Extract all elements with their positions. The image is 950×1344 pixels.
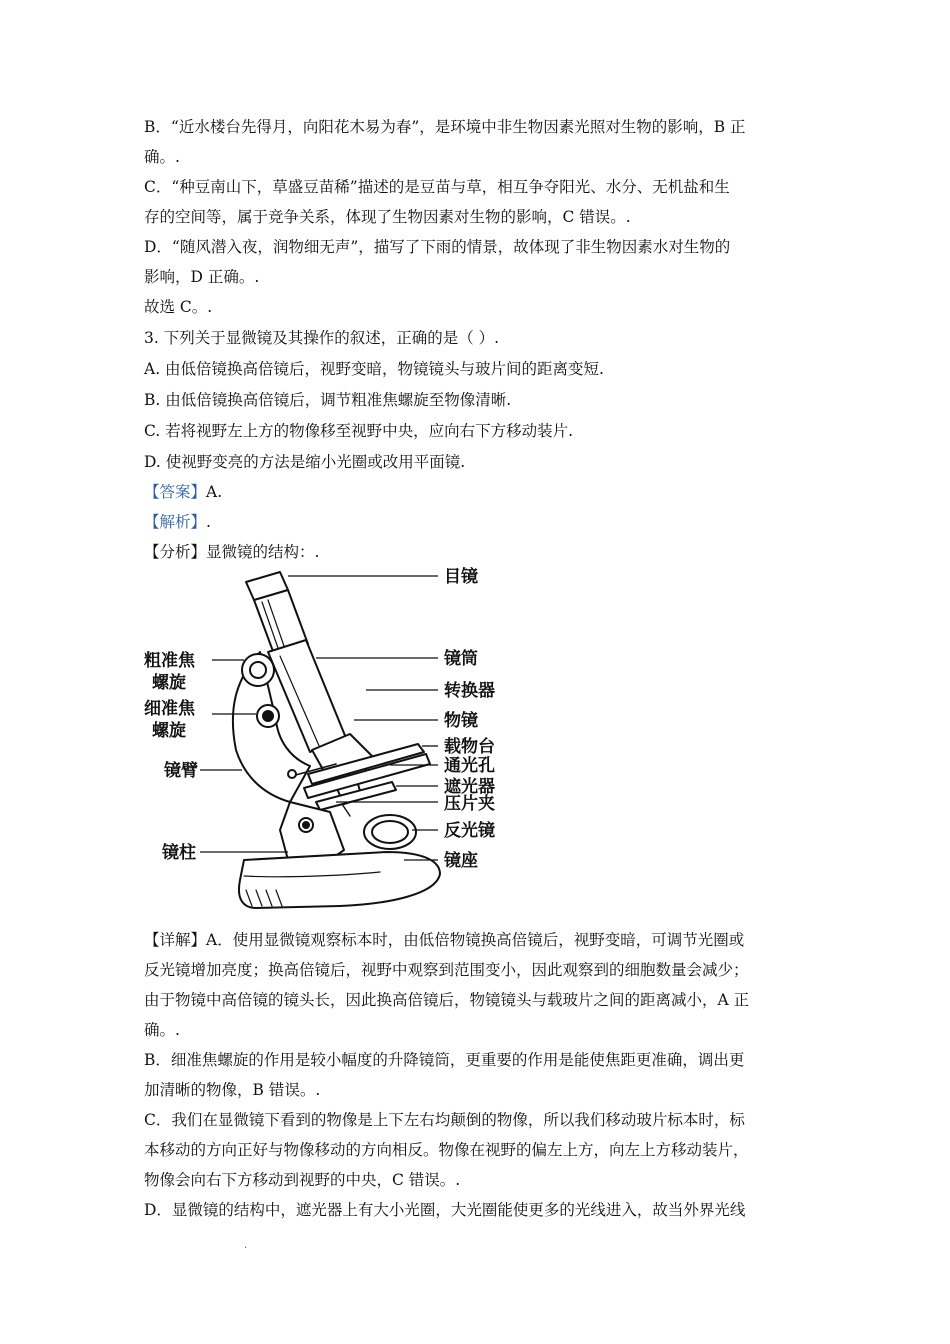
detail-line: 反光镜增加亮度；换高倍镜后，视野中观察到范围变小，因此观察到的细胞数量会减少；: [144, 961, 749, 979]
text-line: 确。.: [144, 148, 180, 166]
answer-line: [144, 482, 222, 502]
label-objective: 物镜: [444, 711, 478, 731]
detail-line: 加清晰的物像，B 错误。.: [144, 1081, 321, 1099]
label-aperture: 通光孔: [444, 756, 495, 776]
text-line: D．“随风潜入夜，润物细无声”，描写了下雨的情景，故体现了非生物因素水对生物的: [144, 238, 731, 256]
option-d: D. 使视野变亮的方法是缩小光圈或改用平面镜.: [144, 453, 466, 471]
pillar-shape: [280, 802, 344, 860]
label-coarse-line2: 螺旋: [152, 673, 186, 693]
footer-mark: .: [244, 1240, 248, 1251]
detail-line: B．细准焦螺旋的作用是较小幅度的升降镜筒，更重要的作用是能使焦距更准确，调出更: [144, 1051, 745, 1069]
label-pillar: 镜柱: [162, 843, 196, 863]
option-b: B. 由低倍镜换高倍镜后，调节粗准焦螺旋至物像清晰.: [144, 391, 512, 409]
analysis-tail: .: [206, 513, 211, 531]
structure-intro: 【分析】显微镜的结构：.: [144, 543, 320, 561]
label-eyepiece: 目镜: [444, 567, 478, 587]
text-line: C．“种豆南山下，草盛豆苗稀”描述的是豆苗与草，相互争夺阳光、水分、无机盐和生: [144, 178, 730, 196]
label-base: 镜座: [444, 851, 478, 871]
label-mirror: 反光镜: [444, 821, 495, 841]
label-tube: 镜筒: [444, 649, 478, 669]
label-fine-line1: 细准焦: [144, 699, 195, 719]
detail-line: 【详解】A．使用显微镜观察标本时，由低倍物镜换高倍镜后，视野变暗，可调节光圈或: [144, 931, 745, 949]
label-stage: 载物台: [444, 737, 495, 757]
question-title: 3. 下列关于显微镜及其操作的叙述，正确的是（ ）.: [144, 329, 500, 347]
text-line: 存的空间等，属于竞争关系，体现了生物因素对生物的影响，C 错误。.: [144, 208, 631, 226]
answer-value: A.: [206, 483, 223, 501]
option-a: A. 由低倍镜换高倍镜后，视野变暗，物镜镜头与玻片间的距离变短.: [144, 360, 604, 378]
label-fine-line2: 螺旋: [152, 721, 186, 741]
analysis-tag: 【解析】: [144, 513, 207, 531]
detail-line: 物像会向右下方移动到视野的中央，C 错误。.: [144, 1171, 461, 1189]
detail-line: C．我们在显微镜下看到的物像是上下左右均颠倒的物像，所以我们移动玻片标本时，标: [144, 1111, 745, 1129]
label-converter: 转换器: [444, 681, 495, 701]
detail-line: 由于物镜中高倍镜的镜头长，因此换高倍镜后，物镜镜头与载玻片之间的距离减小，A 正: [144, 991, 750, 1009]
text-line: 影响，D 正确。.: [144, 268, 260, 286]
microscope-diagram: [140, 560, 510, 925]
detail-line: D．显微镜的结构中，遮光器上有大小光圈，大光圈能使更多的光线进入，故当外界光线: [144, 1201, 746, 1219]
label-diaphragm: 遮光器: [444, 777, 495, 797]
label-clip: 压片夹: [444, 794, 495, 814]
option-c: C. 若将视野左上方的物像移至视野中央，应向右下方移动装片.: [144, 422, 574, 440]
label-arm: 镜臂: [164, 761, 198, 781]
detail-line: 本移动的方向正好与物像移动的方向相反。物像在视野的偏左上方，向左上方移动装片，: [144, 1141, 749, 1159]
text-line: B．“近水楼台先得月，向阳花木易为春”，是环境中非生物因素光照对生物的影响，B 正: [144, 118, 746, 136]
answer-tag: 【答案】: [144, 483, 207, 501]
analysis-line: [144, 512, 211, 532]
detail-line: 确。.: [144, 1021, 180, 1039]
text-line: 故选 C。.: [144, 298, 213, 316]
label-coarse-line1: 粗准焦: [144, 651, 195, 671]
